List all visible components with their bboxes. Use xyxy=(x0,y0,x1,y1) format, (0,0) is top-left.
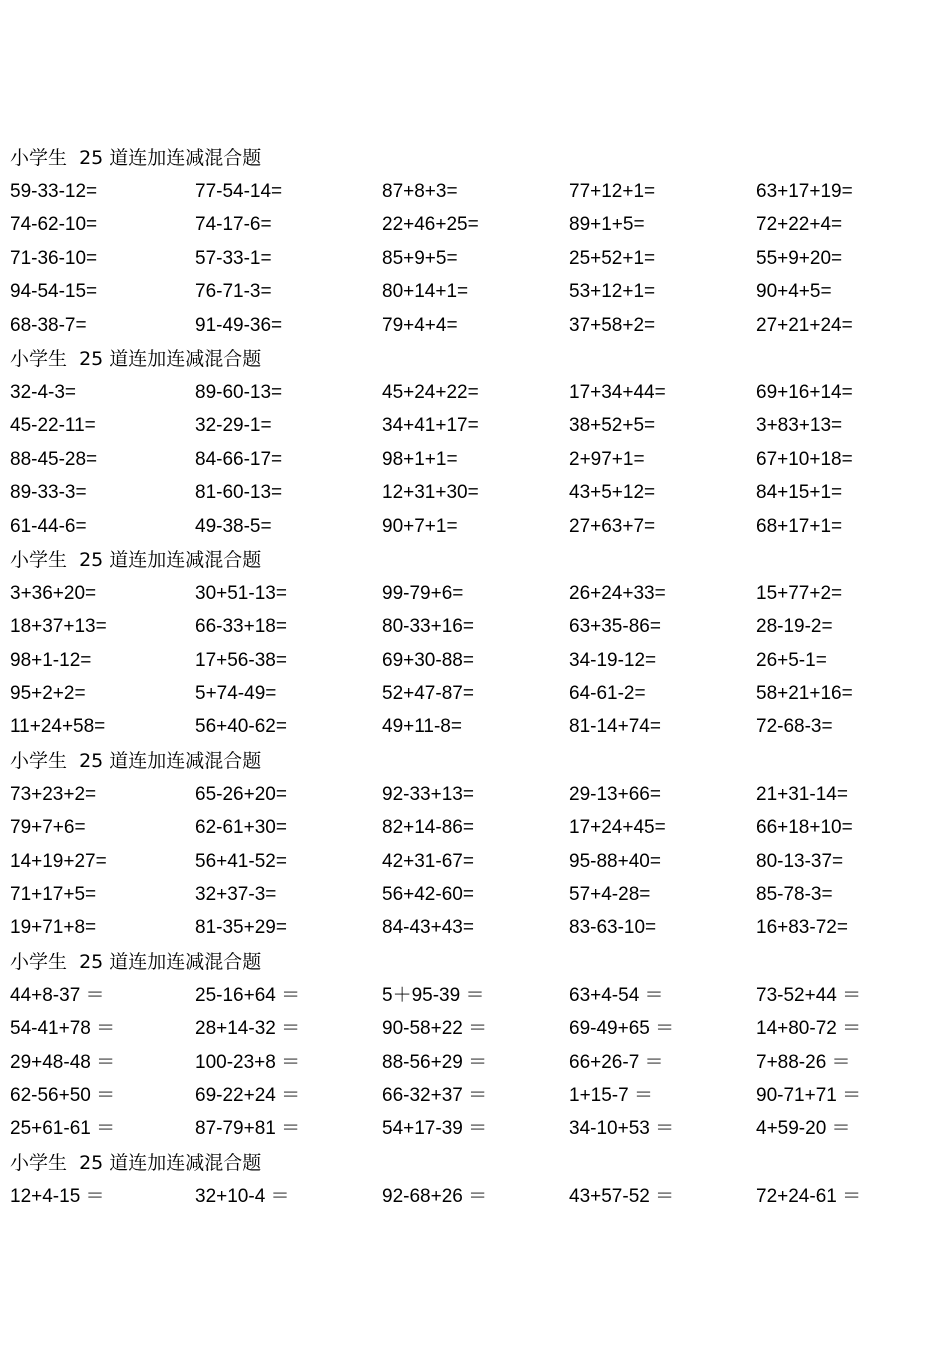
problem-row xyxy=(0,577,950,610)
math-problem: 94-54-15= xyxy=(10,281,98,303)
worksheet-section xyxy=(0,1146,950,1213)
math-problem: 84-43+43= xyxy=(382,917,474,939)
math-problem: 84-66-17= xyxy=(195,448,283,470)
math-problem: 85+9+5= xyxy=(382,247,458,269)
math-problem: 92-33+13= xyxy=(382,783,474,805)
math-problem: 62-56+50 ＝ xyxy=(10,1084,116,1106)
worksheet xyxy=(0,141,950,1213)
math-problem: 69-22+24 ＝ xyxy=(195,1084,301,1106)
math-problem: 58+21+16= xyxy=(756,683,853,705)
math-problem: 68+17+1= xyxy=(756,515,843,537)
math-problem: 91-49-36= xyxy=(195,314,283,336)
math-problem: 80+14+1= xyxy=(382,281,469,303)
problem-row xyxy=(0,510,950,543)
math-problem: 90+7+1= xyxy=(382,515,458,537)
math-problem: 12+31+30= xyxy=(382,482,479,504)
math-problem: 56+41-52= xyxy=(195,850,287,872)
math-problem: 88-56+29 ＝ xyxy=(382,1051,488,1073)
math-problem: 32+37-3= xyxy=(195,884,277,906)
math-problem: 32+10-4 ＝ xyxy=(195,1185,290,1207)
math-problem: 100-23+8 ＝ xyxy=(195,1051,301,1073)
math-problem: 34+41+17= xyxy=(382,415,479,437)
problem-row xyxy=(0,1180,950,1213)
math-problem: 54-41+78 ＝ xyxy=(10,1018,116,1040)
math-problem: 7+88-26 ＝ xyxy=(756,1051,851,1073)
math-problem: 30+51-13= xyxy=(195,582,287,604)
math-problem: 5＋95-39 ＝ xyxy=(382,984,485,1006)
math-problem: 18+37+13= xyxy=(10,616,107,638)
math-problem: 15+77+2= xyxy=(756,582,843,604)
section-title: 小学生 25 道连加连减混合题 xyxy=(10,548,262,571)
math-problem: 80-33+16= xyxy=(382,616,474,638)
math-problem: 72+24-61 ＝ xyxy=(756,1185,862,1207)
math-problem: 89-60-13= xyxy=(195,381,283,403)
math-problem: 77+12+1= xyxy=(569,181,656,202)
math-problem: 38+52+5= xyxy=(569,415,656,437)
math-problem: 69+16+14= xyxy=(756,381,853,403)
math-problem: 27+21+24= xyxy=(756,314,853,336)
math-problem: 14+19+27= xyxy=(10,850,107,872)
math-problem: 66+18+10= xyxy=(756,817,853,839)
section-title: 小学生 25 道连加连减混合题 xyxy=(10,950,262,973)
section-title: 小学生 25 道连加连减混合题 xyxy=(10,147,262,169)
math-problem: 45+24+22= xyxy=(382,381,479,403)
math-problem: 49-38-5= xyxy=(195,515,272,537)
problem-row xyxy=(0,275,950,308)
math-problem: 74-62-10= xyxy=(10,214,98,236)
math-problem: 69+30-88= xyxy=(382,649,474,671)
math-problem: 22+46+25= xyxy=(382,214,479,236)
math-problem: 21+31-14= xyxy=(756,783,848,805)
math-problem: 90-58+22 ＝ xyxy=(382,1018,488,1040)
math-problem: 66+26-7 ＝ xyxy=(569,1051,664,1073)
math-problem: 63+17+19= xyxy=(756,181,853,202)
worksheet-section xyxy=(0,342,950,543)
math-problem: 66-33+18= xyxy=(195,616,287,638)
math-problem: 66-32+37 ＝ xyxy=(382,1084,488,1106)
math-problem: 87-79+81 ＝ xyxy=(195,1118,301,1140)
problem-row xyxy=(0,175,950,208)
math-problem: 71+17+5= xyxy=(10,884,97,906)
problem-row xyxy=(0,845,950,878)
math-problem: 54+17-39 ＝ xyxy=(382,1118,488,1140)
math-problem: 27+63+7= xyxy=(569,515,656,537)
problem-row xyxy=(0,376,950,409)
math-problem: 49+11-8= xyxy=(382,716,462,738)
section-title: 小学生 25 道连加连减混合题 xyxy=(10,749,262,772)
math-problem: 32-4-3= xyxy=(10,381,77,403)
math-problem: 98+1-12= xyxy=(10,649,92,671)
math-problem: 62-61+30= xyxy=(195,817,287,839)
problem-row xyxy=(0,409,950,442)
math-problem: 65-26+20= xyxy=(195,783,287,805)
math-problem: 88-45-28= xyxy=(10,448,98,470)
math-problem: 81-60-13= xyxy=(195,482,283,504)
problem-row xyxy=(0,811,950,844)
problem-row xyxy=(0,1079,950,1112)
math-problem: 71-36-10= xyxy=(10,247,98,269)
math-problem: 11+24+58= xyxy=(10,716,106,738)
math-problem: 45-22-11= xyxy=(10,415,96,437)
math-problem: 19+71+8= xyxy=(10,917,97,939)
math-problem: 84+15+1= xyxy=(756,482,843,504)
math-problem: 89-33-3= xyxy=(10,482,87,504)
math-problem: 42+31-67= xyxy=(382,850,474,872)
math-problem: 57-33-1= xyxy=(195,247,272,269)
math-problem: 4+59-20 ＝ xyxy=(756,1118,851,1140)
math-problem: 99-79+6= xyxy=(382,582,464,604)
math-problem: 55+9+20= xyxy=(756,247,843,269)
math-problem: 63+35-86= xyxy=(569,616,661,638)
problem-row xyxy=(0,476,950,509)
problem-row xyxy=(0,1112,950,1145)
math-problem: 17+56-38= xyxy=(195,649,287,671)
math-problem: 28+14-32 ＝ xyxy=(195,1018,301,1040)
math-problem: 43+5+12= xyxy=(569,482,656,504)
math-problem: 34-10+53 ＝ xyxy=(569,1118,675,1140)
math-problem: 69-49+65 ＝ xyxy=(569,1018,675,1040)
math-problem: 56+40-62= xyxy=(195,716,287,738)
math-problem: 1+15-7 ＝ xyxy=(569,1084,653,1106)
math-problem: 43+57-52 ＝ xyxy=(569,1185,675,1207)
math-problem: 67+10+18= xyxy=(756,448,853,470)
problem-row xyxy=(0,610,950,643)
problem-row xyxy=(0,242,950,275)
math-problem: 81-14+74= xyxy=(569,716,661,738)
math-problem: 3+83+13= xyxy=(756,415,843,437)
math-problem: 95-88+40= xyxy=(569,850,661,872)
math-problem: 89+1+5= xyxy=(569,214,645,236)
section-title: 小学生 25 道连加连减混合题 xyxy=(10,1151,262,1174)
math-problem: 59-33-12= xyxy=(10,181,98,202)
worksheet-section xyxy=(0,744,950,945)
math-problem: 87+8+3= xyxy=(382,181,458,202)
problem-row xyxy=(0,911,950,944)
math-problem: 73+23+2= xyxy=(10,783,97,805)
math-problem: 57+4-28= xyxy=(569,884,651,906)
math-problem: 72+22+4= xyxy=(756,214,843,236)
math-problem: 80-13-37= xyxy=(756,850,844,872)
math-problem: 44+8-37 ＝ xyxy=(10,984,105,1006)
math-problem: 61-44-6= xyxy=(10,515,87,537)
math-problem: 26+24+33= xyxy=(569,582,666,604)
problem-row xyxy=(0,1012,950,1045)
problem-row xyxy=(0,309,950,342)
math-problem: 73-52+44 ＝ xyxy=(756,984,862,1006)
problem-row xyxy=(0,677,950,710)
math-problem: 72-68-3= xyxy=(756,716,833,738)
math-problem: 32-29-1= xyxy=(195,415,272,437)
math-problem: 5+74-49= xyxy=(195,683,277,705)
math-problem: 14+80-72 ＝ xyxy=(756,1018,862,1040)
math-problem: 25+61-61 ＝ xyxy=(10,1118,116,1140)
worksheet-section xyxy=(0,543,950,744)
math-problem: 12+4-15 ＝ xyxy=(10,1185,105,1207)
math-problem: 53+12+1= xyxy=(569,281,656,303)
math-problem: 90-71+71 ＝ xyxy=(756,1084,862,1106)
math-problem: 82+14-86= xyxy=(382,817,474,839)
math-problem: 34-19-12= xyxy=(569,649,657,671)
math-problem: 95+2+2= xyxy=(10,683,86,705)
math-problem: 3+36+20= xyxy=(10,582,97,604)
math-problem: 81-35+29= xyxy=(195,917,287,939)
math-problem: 29+48-48 ＝ xyxy=(10,1051,116,1073)
worksheet-section xyxy=(0,945,950,1146)
math-problem: 90+4+5= xyxy=(756,281,832,303)
math-problem: 79+7+6= xyxy=(10,817,86,839)
math-problem: 68-38-7= xyxy=(10,314,87,336)
problem-row xyxy=(0,644,950,677)
math-problem: 63+4-54 ＝ xyxy=(569,984,664,1006)
worksheet-section xyxy=(0,141,950,342)
math-problem: 64-61-2= xyxy=(569,683,646,705)
math-problem: 28-19-2= xyxy=(756,616,833,638)
math-problem: 17+24+45= xyxy=(569,817,666,839)
math-problem: 77-54-14= xyxy=(195,181,283,202)
math-problem: 26+5-1= xyxy=(756,649,827,671)
math-problem: 25+52+1= xyxy=(569,247,656,269)
problem-row xyxy=(0,1046,950,1079)
math-problem: 98+1+1= xyxy=(382,448,458,470)
math-problem: 85-78-3= xyxy=(756,884,833,906)
math-problem: 2+97+1= xyxy=(569,448,645,470)
math-problem: 16+83-72= xyxy=(756,917,848,939)
section-title: 小学生 25 道连加连减混合题 xyxy=(10,347,262,370)
math-problem: 92-68+26 ＝ xyxy=(382,1185,488,1207)
math-problem: 37+58+2= xyxy=(569,314,656,336)
problem-row xyxy=(0,443,950,476)
math-problem: 76-71-3= xyxy=(195,281,272,303)
math-problem: 79+4+4= xyxy=(382,314,458,336)
problem-row xyxy=(0,208,950,241)
math-problem: 52+47-87= xyxy=(382,683,474,705)
math-problem: 74-17-6= xyxy=(195,214,272,236)
math-problem: 25-16+64 ＝ xyxy=(195,984,301,1006)
math-problem: 17+34+44= xyxy=(569,381,666,403)
problem-row xyxy=(0,778,950,811)
problem-row xyxy=(0,710,950,743)
problem-row xyxy=(0,878,950,911)
problem-row xyxy=(0,979,950,1012)
math-problem: 83-63-10= xyxy=(569,917,657,939)
math-problem: 56+42-60= xyxy=(382,884,474,906)
math-problem: 29-13+66= xyxy=(569,783,661,805)
